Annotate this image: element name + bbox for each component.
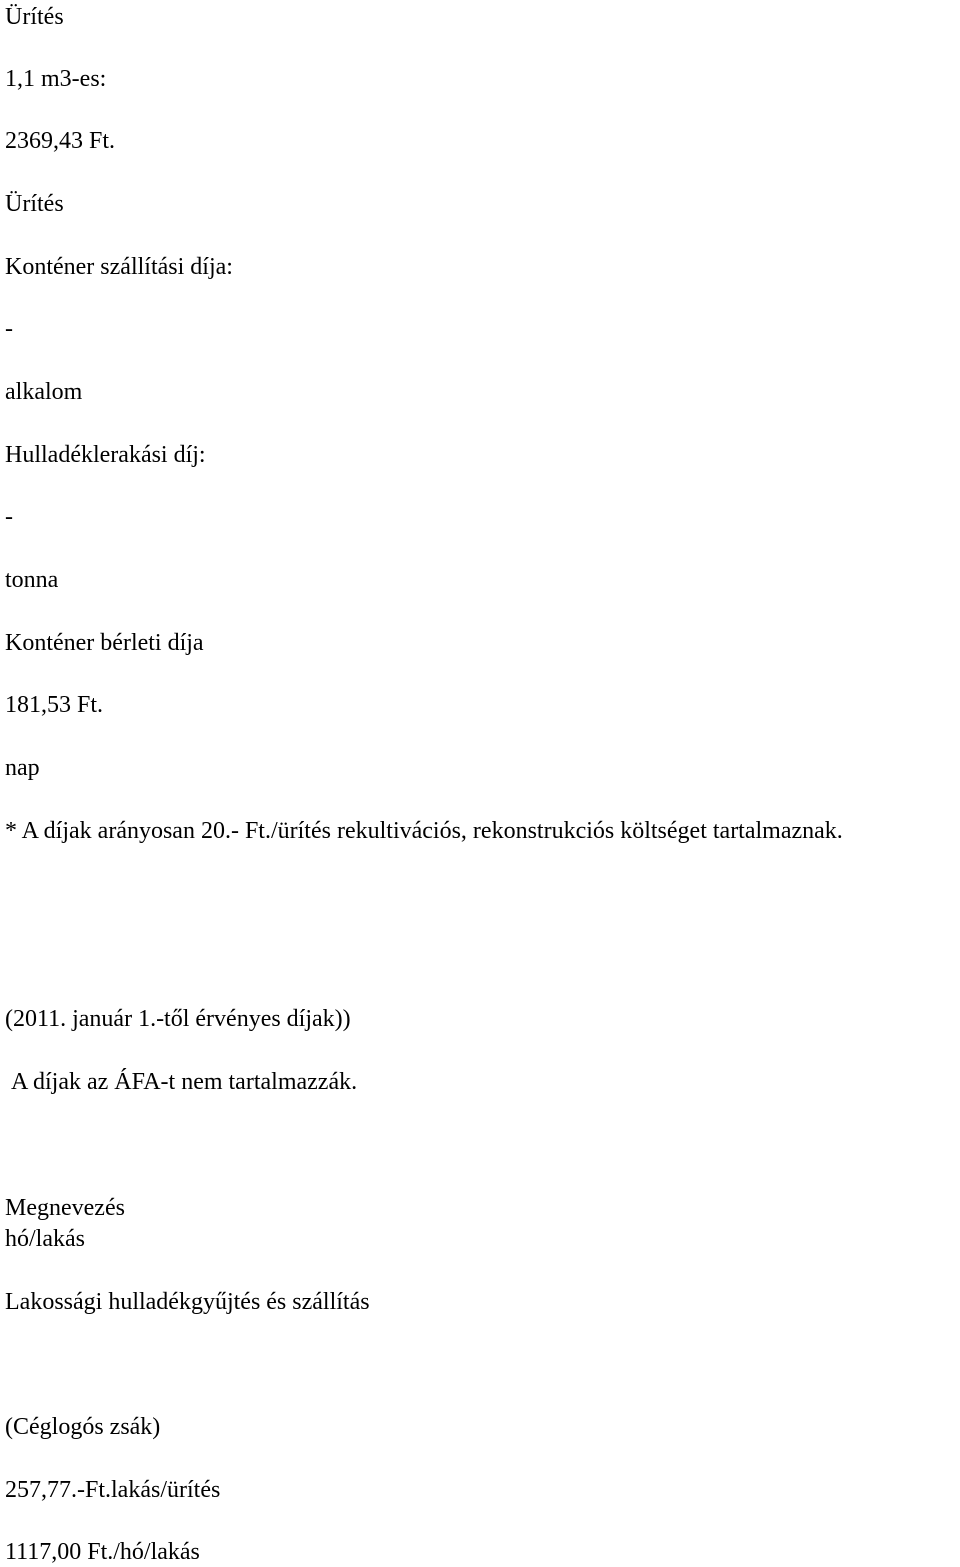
text-line-uritesi-1: Ürítés bbox=[5, 4, 64, 30]
text-line-landfill-fee: Hulladéklerakási díj: bbox=[5, 442, 206, 468]
text-line-day: nap bbox=[5, 755, 40, 781]
text-line-column-unit: hó/lakás bbox=[5, 1226, 85, 1252]
text-line-price-per-month: 1117,00 Ft./hó/lakás bbox=[5, 1539, 200, 1565]
text-line-dash-2: - bbox=[5, 504, 13, 530]
text-line-occasion: alkalom bbox=[5, 379, 83, 405]
text-line-container-rental-fee: Konténer bérleti díja bbox=[5, 630, 204, 656]
text-line-vat-note: A díjak az ÁFA-t nem tartalmazzák. bbox=[11, 1069, 358, 1095]
text-line-logo-bag: (Céglogós zsák) bbox=[5, 1414, 161, 1440]
text-line-price-emptying: 2369,43 Ft. bbox=[5, 128, 116, 154]
text-line-validity: (2011. január 1.-től érvényes díjak)) bbox=[5, 1006, 351, 1032]
text-line-uritesi-2: Ürítés bbox=[5, 191, 64, 217]
text-line-ton: tonna bbox=[5, 567, 59, 593]
text-line-price-per-emptying: 257,77.-Ft.lakás/ürítés bbox=[5, 1477, 221, 1503]
text-line-column-name: Megnevezés bbox=[5, 1195, 125, 1221]
text-line-price-rental: 181,53 Ft. bbox=[5, 692, 104, 718]
text-line-volume: 1,1 m3-es: bbox=[5, 66, 107, 92]
text-line-footnote: * A díjak arányosan 20.- Ft./ürítés rekultivációs, rekonstrukciós költséget tartalmaznak. bbox=[5, 818, 843, 844]
text-line-residential-collection: Lakossági hulladékgyűjtés és szállítás bbox=[5, 1289, 370, 1315]
text-line-container-transport-fee: Konténer szállítási díja: bbox=[5, 254, 233, 280]
text-line-dash-1: - bbox=[5, 316, 13, 342]
